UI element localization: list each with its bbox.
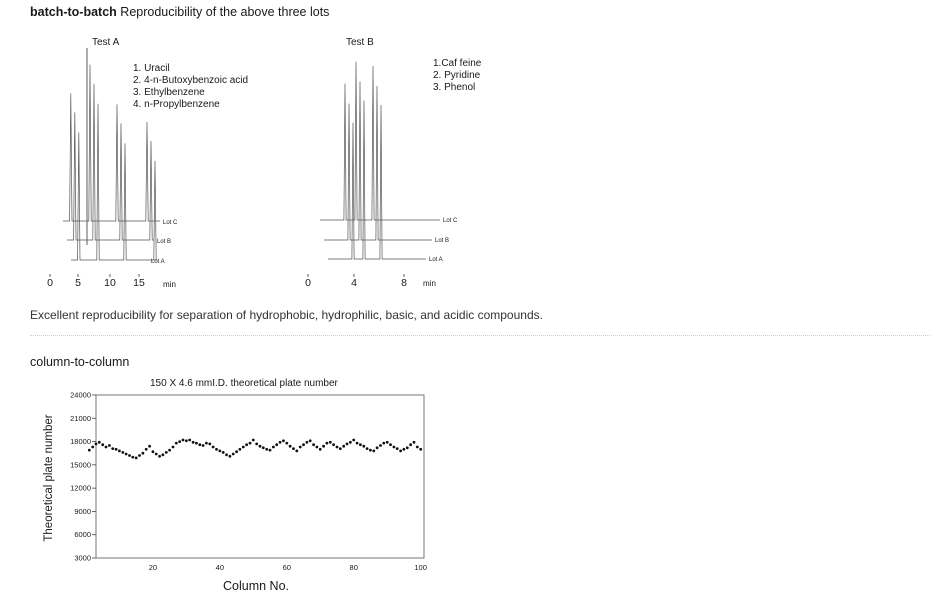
plate-chart-point [142, 452, 145, 455]
plate-chart-point [342, 445, 345, 448]
plate-chart-point [295, 450, 298, 453]
test-b-x-tick-label: 0 [305, 277, 311, 289]
test-b-lot-a-label: Lot A [429, 257, 443, 263]
plate-chart-point [98, 441, 101, 444]
plate-chart-point [306, 441, 309, 444]
plate-chart-point [235, 450, 238, 453]
plate-chart-point [416, 446, 419, 449]
plate-chart-point [108, 444, 111, 447]
plate-chart-y-label: Theoretical plate number [43, 414, 55, 542]
plate-chart-point [188, 439, 191, 442]
plate-chart-point [212, 446, 215, 449]
plate-chart-point [111, 447, 114, 450]
plate-chart-point [312, 443, 315, 446]
plate-chart-point [372, 450, 375, 453]
plate-chart-point [265, 448, 268, 451]
plate-chart-point [369, 449, 372, 452]
plate-chart-point [101, 443, 104, 446]
batch-caption: Excellent reproducibility for separation of hydrophobic, hydrophilic, basic, and acidic compounds. [30, 308, 543, 322]
plate-chart-point [316, 446, 319, 449]
plate-chart-point [145, 448, 148, 451]
plate-chart-point [192, 441, 195, 444]
plate-chart-y-tick-label: 24000 [70, 390, 91, 400]
plate-chart-y-tick-label: 9000 [74, 506, 91, 516]
plate-chart-point [148, 445, 151, 448]
plate-chart-point [386, 441, 389, 444]
plate-chart-x-ticks [149, 563, 427, 572]
plate-chart-point [413, 441, 416, 444]
plate-chart-y-tick-label: 12000 [70, 483, 91, 493]
batch-heading [30, 5, 329, 19]
test-a-legend-2: 2. 4-n-Butoxybenzoic acid [133, 75, 249, 86]
plate-chart-point [359, 443, 362, 446]
plate-number-chart [30, 370, 450, 595]
plate-chart-point [95, 443, 98, 446]
plate-chart-point [105, 446, 108, 449]
plate-chart-point [362, 445, 365, 448]
plate-chart-point [239, 448, 242, 451]
plate-chart-point [125, 453, 128, 456]
plate-chart-point [198, 443, 201, 446]
plate-chart-point [249, 442, 252, 445]
plate-chart-point [262, 446, 265, 449]
plate-chart-point [138, 454, 141, 457]
batch-heading-bold: batch-to-batch [30, 5, 117, 19]
plate-chart-point [272, 446, 275, 449]
plate-chart-point [419, 448, 422, 451]
plate-chart-point [322, 445, 325, 448]
test-a-lot-c-label: Lot C [163, 220, 178, 226]
plate-chart-x-tick-label: 80 [349, 563, 358, 572]
plate-chart-point [269, 449, 272, 452]
plate-chart-point [336, 446, 339, 449]
test-a-lot-b-label: Lot B [157, 239, 172, 245]
plate-chart-point [168, 449, 171, 452]
plate-chart-point [158, 455, 161, 458]
test-a-x-label: min [163, 280, 176, 289]
test-b-x-tick-label: 8 [401, 277, 407, 289]
plate-chart-y-tick-label: 15000 [70, 460, 91, 470]
test-a-legend [133, 63, 248, 110]
plate-chart-point [135, 457, 138, 460]
test-a-x-tick-label: 15 [133, 277, 145, 289]
plate-chart-point [172, 446, 175, 449]
plate-chart-point [366, 447, 369, 450]
plate-chart-point [218, 450, 221, 453]
plate-chart-point [389, 443, 392, 446]
plate-chart-point [175, 442, 178, 445]
plate-chart-point [339, 447, 342, 450]
plate-chart-point [152, 450, 155, 453]
plate-chart-point [255, 443, 258, 446]
plate-chart-point [245, 443, 248, 446]
plate-chart-point [309, 439, 312, 442]
test-a-x-tick-label: 10 [104, 277, 116, 289]
test-b-legend [433, 58, 482, 93]
test-b-x-tick-label: 4 [351, 277, 357, 289]
plate-chart-point [229, 455, 232, 458]
test-a-x-tick-label: 0 [47, 277, 53, 289]
plate-chart-point [406, 446, 409, 449]
plate-chart-point [165, 451, 168, 454]
plate-chart-point [115, 448, 118, 451]
plate-chart-point [185, 439, 188, 442]
plate-chart-point [346, 443, 349, 446]
test-b-legend-2: 2. Pyridine [433, 70, 481, 81]
plate-chart-point [396, 447, 399, 450]
column-heading: column-to-column [30, 355, 130, 369]
test-a-trace-lot-a [71, 104, 156, 260]
test-b-chromatogram [280, 30, 510, 295]
plate-chart-point [182, 439, 185, 442]
plate-chart-y-tick-label: 3000 [74, 553, 91, 563]
plate-chart-point [91, 446, 94, 449]
plate-chart-point [399, 450, 402, 453]
plate-chart-point [352, 439, 355, 442]
plate-chart-point [376, 446, 379, 449]
plate-chart-y-tick-label: 6000 [74, 530, 91, 540]
plate-chart-point [222, 451, 225, 454]
batch-heading-rest: Reproducibility of the above three lots [116, 5, 330, 19]
plate-chart-point [88, 449, 91, 452]
test-a-title: Test A [92, 37, 120, 48]
plate-chart-point [409, 443, 412, 446]
plate-chart-point [302, 443, 305, 446]
plate-chart-point [259, 445, 262, 448]
section-divider [30, 335, 930, 336]
plate-chart-point [292, 447, 295, 450]
plate-chart-x-tick-label: 20 [148, 563, 158, 572]
plate-chart-y-tick-label: 18000 [70, 437, 91, 447]
plate-chart-x-tick-label: 100 [414, 563, 427, 572]
test-a-x-ticks [47, 274, 145, 289]
plate-chart-point [349, 441, 352, 444]
test-b-trace-lot-b [324, 82, 432, 240]
plate-chart-point [121, 451, 124, 454]
plate-chart-x-label: Column No. [223, 579, 289, 593]
plate-chart-point [326, 442, 329, 445]
plate-chart-point [202, 444, 205, 447]
plate-chart-point [215, 448, 218, 451]
test-a-legend-1: 1. Uracil [133, 63, 170, 74]
plate-chart-point [382, 442, 385, 445]
plate-chart-title: 150 X 4.6 mmI.D. theoretical plate number [150, 378, 338, 389]
plate-chart-point [131, 456, 134, 459]
plate-chart-point [225, 453, 228, 456]
test-a-x-tick-label: 5 [75, 277, 81, 289]
plate-chart-point [232, 453, 235, 456]
plate-chart-y-tick-label: 21000 [70, 413, 91, 423]
plate-chart-point [178, 440, 181, 443]
plate-chart-point [289, 445, 292, 448]
plate-chart-x-tick-label: 40 [215, 563, 225, 572]
plate-chart-point [162, 453, 165, 456]
plate-chart-point [319, 448, 322, 451]
plate-chart-point [118, 450, 121, 453]
plate-chart-point [285, 442, 288, 445]
plate-chart-points [88, 439, 422, 460]
plate-chart-point [242, 446, 245, 449]
test-b-legend-1: 1.Caf feine [433, 58, 482, 69]
plate-chart-point [128, 454, 131, 457]
test-b-x-label: min [423, 279, 436, 288]
test-a-chromatogram [30, 30, 300, 295]
plate-chart-point [403, 448, 406, 451]
test-a-legend-4: 4. n-Propylbenzene [133, 99, 220, 110]
plate-chart-point [379, 444, 382, 447]
plate-chart-point [279, 441, 282, 444]
plate-chart-x-tick-label: 60 [282, 563, 291, 572]
test-b-legend-3: 3. Phenol [433, 82, 476, 93]
plate-chart-point [208, 443, 211, 446]
plate-chart-point [329, 441, 332, 444]
plate-chart-point [356, 442, 359, 445]
test-b-x-ticks [305, 274, 407, 289]
plate-chart-point [299, 446, 302, 449]
plate-chart-point [195, 442, 198, 445]
test-b-lot-c-label: Lot C [443, 218, 458, 224]
plate-chart-point [393, 446, 396, 449]
test-a-lot-a-label: Lot A [151, 259, 165, 265]
test-a-legend-3: 3. Ethylbenzene [133, 87, 205, 98]
plate-chart-plot-area [96, 395, 424, 558]
plate-chart-point [332, 443, 335, 446]
test-b-traces [320, 62, 440, 259]
plate-chart-point [282, 439, 285, 442]
plate-chart-point [205, 442, 208, 445]
plate-chart-point [252, 439, 255, 442]
plate-chart-y-ticks [70, 391, 96, 563]
test-b-lot-b-label: Lot B [435, 238, 450, 244]
test-b-title: Test B [346, 37, 374, 48]
plate-chart-point [275, 443, 278, 446]
plate-chart-point [155, 453, 158, 456]
